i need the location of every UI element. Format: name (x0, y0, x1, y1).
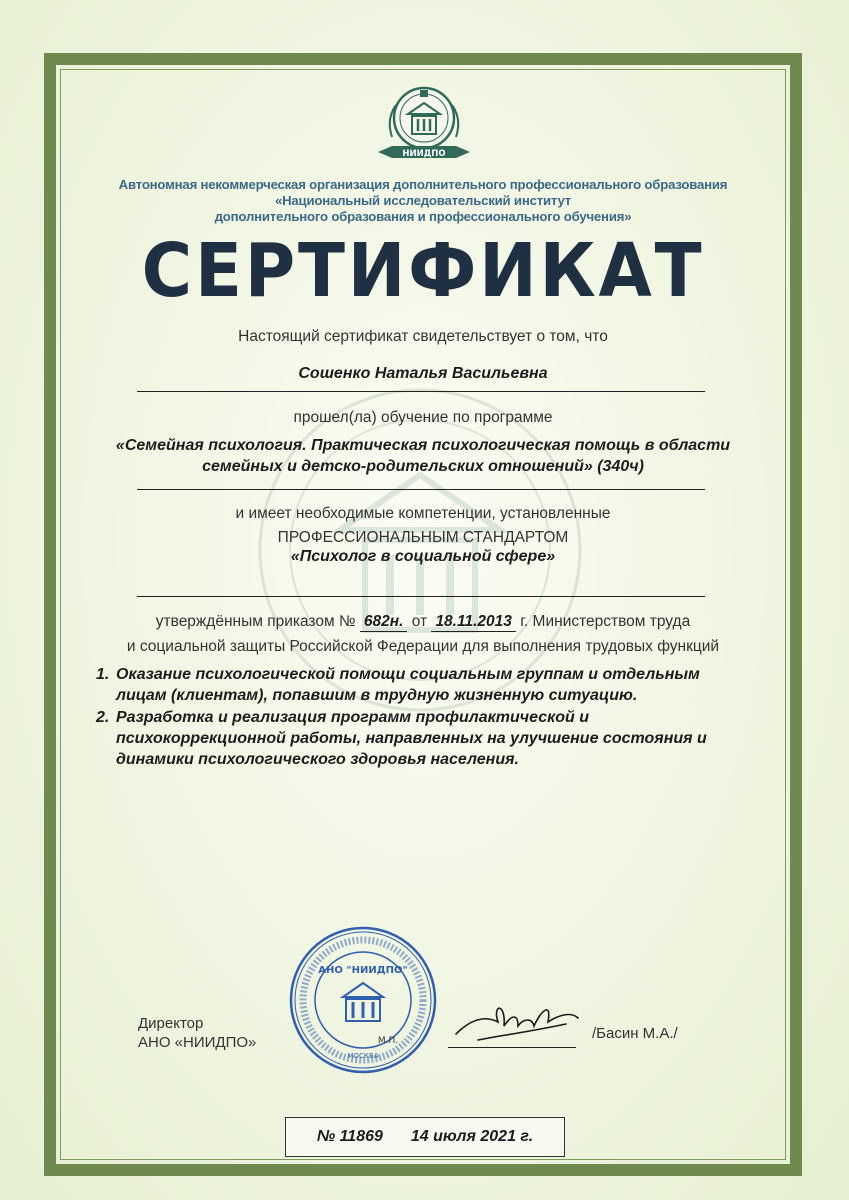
organization-name (60, 177, 786, 225)
functions-list (96, 664, 746, 771)
program-line-1: «Семейная психология. Практическая психологическая помощь в области (115, 437, 731, 454)
standard-underline (137, 596, 705, 597)
organization-line-3: дополнительного образования и профессионального обучения» (214, 209, 632, 224)
order-date: 18.11.2013 (431, 613, 515, 632)
program-line-2: семейных и детско-родительских отношений» (340ч) (202, 458, 644, 475)
completed-text: прошел(ла) обучение по программе (293, 409, 553, 426)
standard-label: ПРОФЕССИОНАЛЬНЫМ СТАНДАРТОМ (277, 529, 569, 546)
order-prefix: утверждённым приказом № (155, 613, 356, 630)
certificate-number-box (285, 1117, 565, 1157)
order-from: от (411, 613, 428, 630)
certificate-number: № 11869 (316, 1128, 383, 1145)
official-stamp (288, 925, 438, 1075)
signature-name: /Басин М.А./ (592, 1025, 678, 1042)
stamp-mp-label: М.П. (377, 1036, 399, 1046)
intro-text: Настоящий сертификат свидетельствует о том, что (238, 328, 608, 345)
program-underline (137, 489, 705, 490)
list-item-text: Разработка и реализация программ профилактической и психокоррекционной работы, направленных на улучшение состояния и динамики психологического здоровья населения. (116, 709, 707, 768)
order-suffix: г. Министерством труда (520, 613, 691, 630)
list-item (96, 664, 746, 706)
director-signature (448, 992, 583, 1052)
order-line (60, 613, 786, 632)
order-number: 682н. (360, 613, 408, 632)
organization-line-1: Автономная некоммерческая организация дополнительного профессионального образования (118, 177, 728, 192)
standard-name: «Психолог в социальной сфере» (290, 548, 556, 565)
organization-line-2: «Национальный исследовательский институт (274, 193, 572, 208)
director-org: АНО «НИИДПО» (138, 1034, 257, 1051)
signature-line (448, 1047, 576, 1048)
list-item-number: 2. (96, 709, 110, 726)
list-item-text: Оказание психологической помощи социальным группам и отдельным лицам (клиентам), попавшим в трудную жизненную ситуацию. (116, 666, 700, 704)
list-item (96, 707, 746, 770)
director-block (138, 1014, 256, 1052)
stamp-center-text: АНО "НИИДПО" (318, 965, 408, 976)
list-item-number: 1. (96, 666, 110, 683)
order-line-2: и социальной защиты Российской Федерации для выполнения трудовых функций (126, 638, 720, 655)
stamp-city: МОСКВА (347, 1052, 379, 1060)
institute-logo (368, 82, 480, 168)
director-title: Директор (138, 1015, 204, 1032)
issue-date: 14 июля 2021 г. (410, 1128, 534, 1145)
certificate-title: СЕРТИФИКАТ (141, 228, 705, 314)
competence-text: и имеет необходимые компетенции, установленные (235, 505, 611, 522)
recipient-underline (137, 391, 705, 392)
logo-caption: НИИДПО (402, 149, 446, 159)
recipient-name: Сошенко Наталья Васильевна (298, 365, 548, 382)
